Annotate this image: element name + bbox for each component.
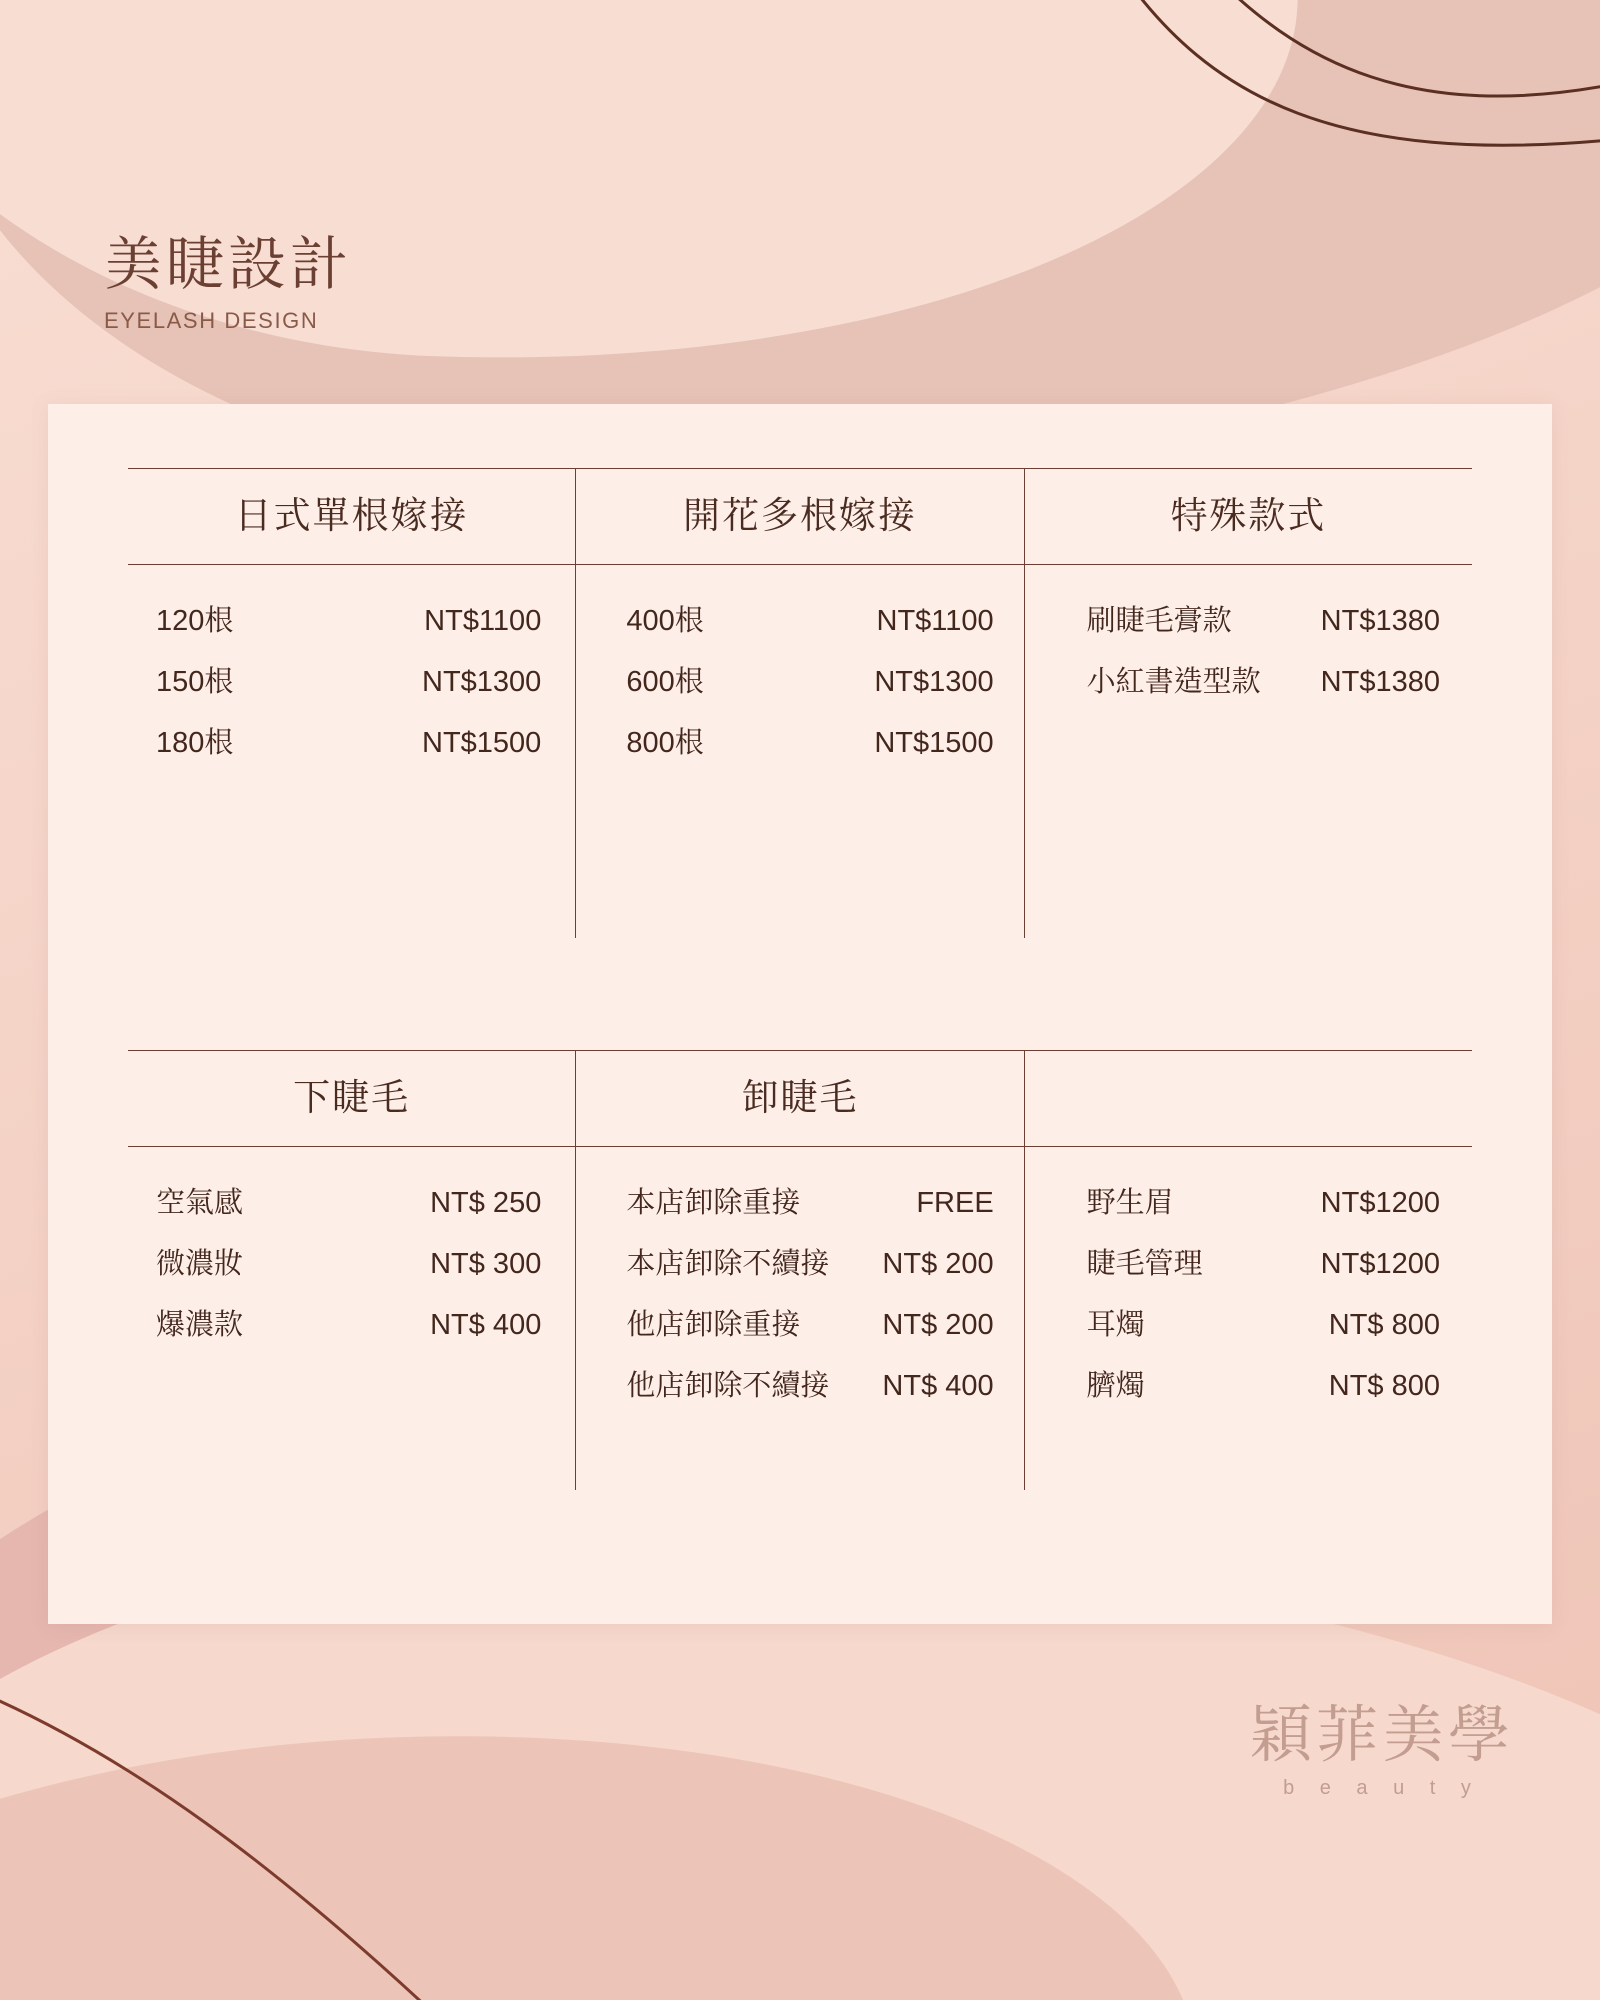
price-label: 120根 [156, 605, 234, 637]
price-row [618, 1241, 1001, 1282]
column-items [594, 1146, 1005, 1490]
column-items [146, 1146, 557, 1490]
column-heading: 特殊款式 [1170, 495, 1327, 536]
column-heading: 開花多根嫁接 [682, 495, 917, 536]
column-heading: 下睫毛 [293, 1077, 411, 1118]
price-row [618, 1302, 1001, 1343]
price-row [148, 1241, 549, 1282]
price-label: 本店卸除不續接 [626, 1248, 830, 1280]
price-value: NT$ 200 [882, 1309, 994, 1341]
price-value: NT$ 200 [882, 1248, 994, 1280]
price-value: NT$ 800 [1328, 1309, 1440, 1341]
price-label: 臍燭 [1086, 1370, 1145, 1402]
price-list-card [48, 404, 1552, 1624]
decorative-curve-lines-bottom [0, 1620, 660, 2000]
price-row [1079, 659, 1448, 700]
price-value: NT$ 250 [430, 1187, 542, 1219]
price-row [1079, 1363, 1448, 1404]
page-title: 美睫設計 [104, 232, 353, 297]
price-label: 耳燭 [1086, 1309, 1145, 1341]
price-label: 150根 [156, 666, 234, 698]
price-value: NT$ 800 [1328, 1370, 1440, 1402]
price-column-lower-lashes [128, 1050, 575, 1490]
price-label: 180根 [156, 727, 234, 759]
price-label: 800根 [626, 727, 704, 759]
price-value: NT$1380 [1320, 605, 1440, 637]
price-value: NT$1200 [1320, 1187, 1440, 1219]
price-row [1079, 1302, 1448, 1343]
price-value: NT$1100 [876, 605, 994, 637]
price-value: FREE [916, 1187, 994, 1219]
price-row [1079, 1241, 1448, 1282]
price-value: NT$ 400 [882, 1370, 994, 1402]
price-section-1 [128, 468, 1472, 938]
price-value: NT$1300 [422, 666, 542, 698]
price-row [148, 1180, 549, 1221]
decorative-curve-lines-top [780, 0, 1600, 250]
price-label: 睫毛管理 [1086, 1248, 1203, 1280]
price-value: NT$ 300 [430, 1248, 542, 1280]
brand-name-zh: 穎菲美學 [1249, 1697, 1514, 1771]
price-row [148, 720, 549, 761]
price-column-special-styles [1024, 468, 1472, 938]
column-heading [1043, 1050, 1454, 1146]
price-column-other-services [1024, 1050, 1472, 1490]
price-value: NT$1500 [422, 727, 542, 759]
price-value: NT$1100 [424, 605, 542, 637]
price-value: NT$ 400 [430, 1309, 542, 1341]
price-row [148, 659, 549, 700]
column-items [1043, 1146, 1454, 1490]
price-row [1079, 598, 1448, 639]
price-section-2 [128, 1050, 1472, 1490]
price-label: 600根 [626, 666, 704, 698]
price-label: 他店卸除重接 [626, 1309, 801, 1341]
price-column-lash-removal [575, 1050, 1023, 1490]
column-items [594, 564, 1005, 938]
price-label: 本店卸除重接 [626, 1187, 801, 1219]
price-row [148, 1302, 549, 1343]
brand-name-en: b e a u t y [1283, 1777, 1481, 1799]
brand-logo [1249, 1697, 1514, 1800]
price-label: 微濃妝 [156, 1248, 244, 1280]
column-heading: 日式單根嫁接 [234, 495, 469, 536]
price-label: 他店卸除不續接 [626, 1370, 830, 1402]
price-value: NT$1500 [874, 727, 994, 759]
price-row [618, 659, 1001, 700]
price-label: 野生眉 [1086, 1187, 1174, 1219]
column-heading: 卸睫毛 [741, 1077, 859, 1118]
price-value: NT$1300 [874, 666, 994, 698]
price-row [1079, 1180, 1448, 1221]
price-value: NT$1380 [1320, 666, 1440, 698]
price-column-volume-fan [575, 468, 1023, 938]
price-row [618, 598, 1001, 639]
price-row [618, 1363, 1001, 1404]
price-row [618, 1180, 1001, 1221]
price-label: 爆濃款 [156, 1309, 244, 1341]
price-label: 小紅書造型款 [1086, 666, 1261, 698]
price-label: 400根 [626, 605, 704, 637]
price-value: NT$1200 [1320, 1248, 1440, 1280]
column-items [1043, 564, 1454, 938]
page-header [104, 232, 353, 334]
price-row [148, 598, 549, 639]
price-column-japanese-single [128, 468, 575, 938]
price-label: 空氣感 [156, 1187, 244, 1219]
column-items [146, 564, 557, 938]
page-subtitle: EYELASH DESIGN [104, 308, 319, 333]
price-label: 刷睫毛膏款 [1086, 605, 1232, 637]
price-row [618, 720, 1001, 761]
